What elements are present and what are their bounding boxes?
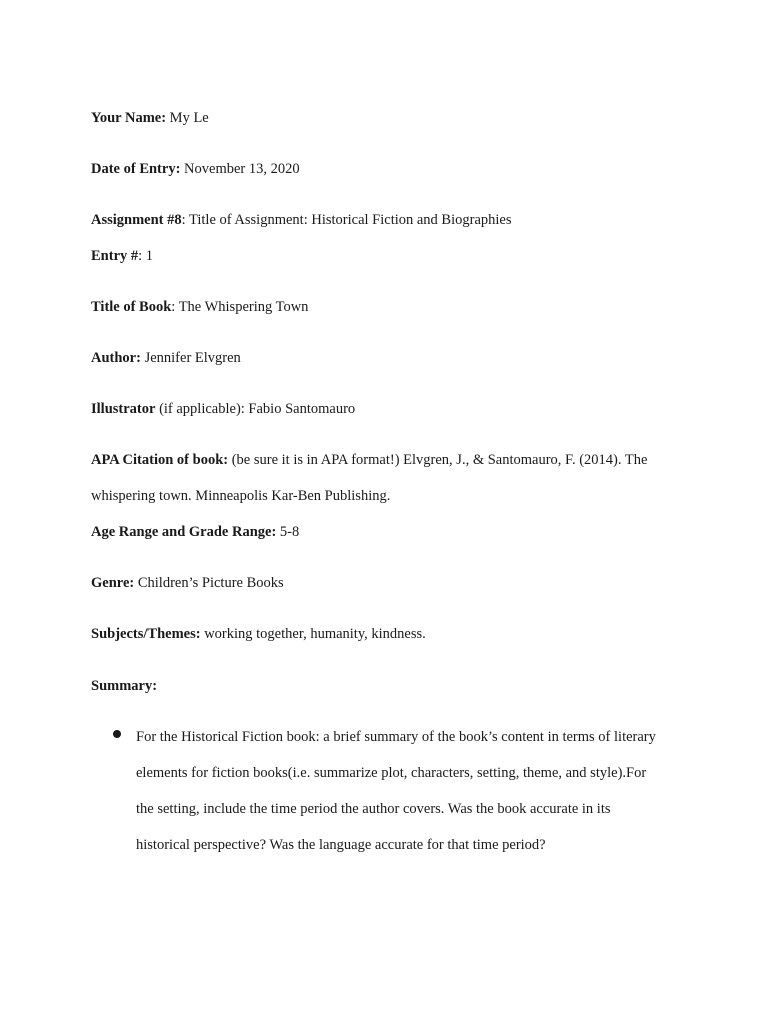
field-label: Age Range and Grade Range: [91, 524, 277, 540]
field-author [91, 349, 241, 367]
field-your-name [91, 109, 209, 127]
bullet-text-line: For the Historical Fiction book: a brief summary of the book’s content in terms of literary [136, 729, 656, 745]
field-label: Author: [91, 350, 141, 366]
field-value: November 13, 2020 [180, 161, 300, 177]
field-entry-number [91, 247, 153, 265]
field-value: : Title of Assignment: Historical Fiction and Biographies [181, 212, 512, 228]
field-date-of-entry [91, 160, 300, 178]
field-age-grade-range [91, 523, 299, 541]
field-value: working together, humanity, kindness. [200, 626, 426, 642]
field-label: Illustrator [91, 401, 156, 417]
field-value: (be sure it is in APA format!) Elvgren, J., & Santomauro, F. (2014). The [228, 452, 648, 468]
field-value: (if applicable): Fabio Santomauro [155, 401, 356, 417]
field-value: : The Whispering Town [171, 299, 309, 315]
field-value: My Le [166, 110, 209, 126]
field-subjects-themes [91, 625, 426, 643]
field-value: Children’s Picture Books [134, 575, 284, 591]
field-label: Subjects/Themes: [91, 626, 201, 642]
field-label: APA Citation of book: [91, 452, 229, 468]
field-label: Date of Entry: [91, 161, 181, 177]
field-assignment [91, 211, 512, 229]
field-value: Jennifer Elvgren [140, 350, 241, 366]
bullet-text-line: the setting, include the time period the author covers. Was the book accurate in its [136, 801, 611, 817]
field-value: whispering town. Minneapolis Kar-Ben Publishing. [91, 488, 391, 504]
field-apa-citation-continued [91, 487, 390, 505]
field-value: : 1 [138, 248, 154, 264]
field-label: Summary: [91, 678, 158, 694]
field-apa-citation [91, 451, 647, 469]
field-value: 5-8 [276, 524, 300, 540]
field-illustrator [91, 400, 355, 418]
field-label: Entry # [91, 248, 139, 264]
field-label: Title of Book [91, 299, 172, 315]
field-genre [91, 574, 284, 592]
bullet-icon [113, 730, 121, 738]
bullet-text-line: historical perspective? Was the language accurate for that time period? [136, 837, 546, 853]
field-label: Your Name: [91, 110, 167, 126]
field-label: Genre: [91, 575, 135, 591]
bullet-text-line: elements for fiction books(i.e. summarize plot, characters, setting, theme, and style).For [136, 765, 647, 781]
field-title-of-book [91, 298, 308, 316]
field-summary [91, 677, 157, 695]
field-label: Assignment #8 [91, 212, 182, 228]
